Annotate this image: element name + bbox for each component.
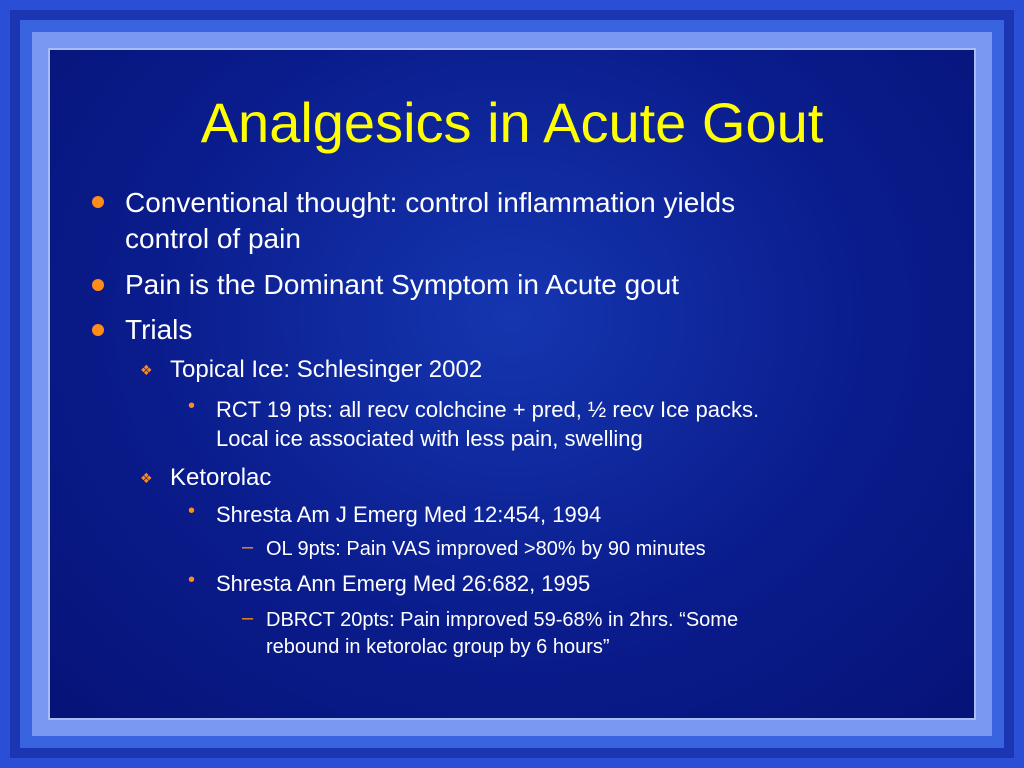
level4-text: DBRCT 20pts: Pain improved 59-68% in 2hrs. “Some	[266, 609, 739, 631]
dot-bullet-icon: •	[188, 569, 196, 591]
sub-bullet-text: Ketorolac	[170, 464, 272, 491]
dash-bullet-icon: –	[242, 607, 254, 629]
bullet-icon	[92, 324, 104, 336]
diamond-bullet-icon: ❖	[140, 470, 153, 486]
sub-sub-bullet-text: RCT 19 pts: all recv colchcine + pred, ½ recv Ice packs.	[216, 397, 760, 422]
bullet-icon	[92, 279, 104, 291]
diamond-bullet-icon: ❖	[140, 362, 153, 378]
level4-text: rebound in ketorolac group by 6 hours”	[266, 636, 610, 658]
sub-bullet-text: Topical Ice: Schlesinger 2002	[170, 356, 483, 383]
bullet-icon	[92, 196, 104, 208]
bullet-text: Trials	[125, 314, 193, 345]
slide-title: Analgesics in Acute Gout	[200, 91, 824, 154]
dot-bullet-icon: •	[188, 395, 196, 417]
bullet-text: Pain is the Dominant Symptom in Acute gout	[125, 269, 680, 300]
bullet-text: control of pain	[125, 223, 301, 254]
dash-bullet-icon: –	[242, 536, 254, 558]
sub-sub-bullet-text: Shresta Am J Emerg Med 12:454, 1994	[216, 502, 602, 527]
bullet-text: Conventional thought: control inflammation yields	[125, 187, 736, 218]
level4-text: OL 9pts: Pain VAS improved >80% by 90 minutes	[266, 538, 706, 560]
dot-bullet-icon: •	[188, 500, 196, 522]
sub-sub-bullet-text: Local ice associated with less pain, swelling	[216, 426, 643, 451]
sub-sub-bullet-text: Shresta Ann Emerg Med 26:682, 1995	[216, 571, 591, 596]
